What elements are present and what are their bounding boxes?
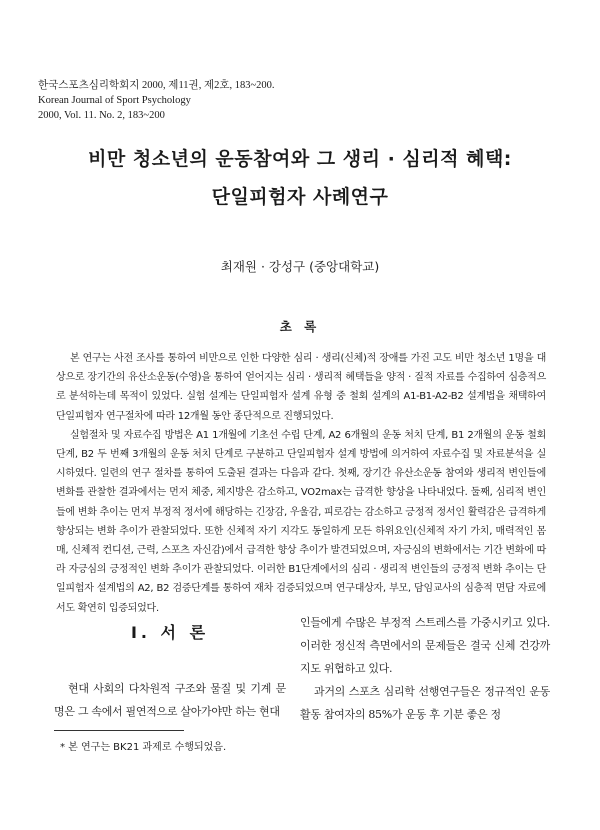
section-heading-introduction: Ⅰ. 서 론: [130, 623, 210, 642]
abstract-paragraph-2: 실험절차 및 자료수집 방법은 A1 1개월에 기초선 수립 단계, A2 6개월의 운동 처치 단계, B1 2개월의 운동 철회 단계, B2 두 번째 3개월의 운동 처치 단계로 구분하고 단일피험자 설계 방법에 의거하여 자료수집 및 자료분석을 실시하였다. 일련의 연구 절차를 통하여 도출된 결과는 다음과 같다. 첫째, 장기간 유산소운동 참여와 생리적 변인들에 변화를 관찰한 결과에서는 먼저 체중, 체지방은 감소하고, VO2max는 급격한 향상을 나타내었다. 둘째, 심리적 변인들에 변화 추이는 먼저 부정적 정서에 해당하는 긴장감, 우울감, 피로감는 감소하고 긍정적 정서인 활력감은 급격하게 향상되는 변화 추이가 관찰되었다. 또한 신체적 자기 지각도 동일하게 모든 하위요인(신체적 자기 가치, 매력적인 몸매, 신체적 컨디션, 근력, 스포츠 자신감)에서 급격한 향상 추이가 발견되었으며, 자긍심의 변화에서는 기간 변화에 따라 자긍심의 긍정적인 변화 추이가 관찰되었다. 이러한 B1단계에서의 심리 · 생리적 변인들의 긍정적 변화 추이는 단일피험자 설계법의 A2, B2 검증단계를 통하여 재차 검증되었으며 연구대상자, 부모, 담임교사의 심층적 면담 자료에서도 확연히 입증되었다.: [56, 429, 546, 614]
right-column-paragraph-2: 과거의 스포츠 심리학 선행연구들은 정규적인 운동 활동 참여자의 85%가 운동 후 기분 좋은 정: [300, 685, 550, 721]
journal-line-korean: 한국스포츠심리학회지 2000, 제11권, 제2호, 183~200.: [38, 80, 275, 91]
authors: 최재원 · 강성구 (중앙대학교): [220, 259, 380, 274]
abstract-heading: 초 록: [279, 319, 321, 334]
paper-title-line2: 단일피험자 사례연구: [211, 186, 389, 208]
right-column-body: [300, 611, 550, 726]
abstract: [56, 349, 546, 618]
left-column-body: [54, 677, 286, 723]
footnote: * 본 연구는 BK21 과제로 수행되었음.: [60, 742, 227, 753]
journal-citation: [38, 78, 275, 123]
journal-line-volume: 2000, Vol. 11. No. 2, 183~200: [38, 110, 165, 121]
right-column-paragraph-1: 인들에게 수많은 부정적 스트레스를 가중시키고 있다. 이러한 정신적 측면에서의 문제들은 결국 신체 건강까지도 위협하고 있다.: [300, 616, 550, 675]
left-column-paragraph: 현대 사회의 다차원적 구조와 물질 및 기계 문명은 그 속에서 필연적으로 살아가야만 하는 현대: [54, 682, 286, 718]
abstract-paragraph-1: 본 연구는 사전 조사를 통하여 비만으로 인한 다양한 심리 · 생리(신체)적 장애를 가진 고도 비만 청소년 1명을 대상으로 장기간의 유산소운동(수영)을 통하여 얻어지는 심리 · 생리적 혜택들을 양적 · 질적 자료를 수집하여 심층적으로 분석하는데 목적이 있었다. 실험 설계는 단일피험자 설계 유형 중 철회 설계의 A1-B1-A2-B2 설계법을 채택하여 단일피험자 연구절차에 따라 12개월 동안 종단적으로 진행되었다.: [56, 353, 546, 422]
journal-line-english: Korean Journal of Sport Psychology: [38, 95, 191, 106]
footnote-divider: [54, 730, 184, 731]
paper-title-line1: 비만 청소년의 운동참여와 그 생리 · 심리적 혜택:: [88, 148, 512, 170]
